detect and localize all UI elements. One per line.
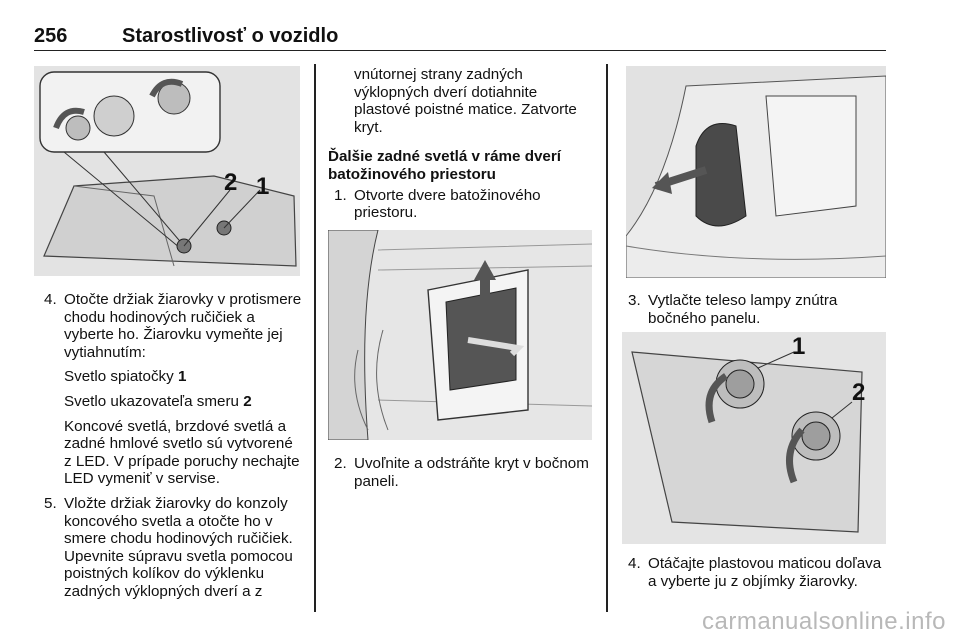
figure-label-1: 1	[792, 333, 806, 360]
column-divider-right	[606, 64, 608, 612]
plastic-nut-illustration	[622, 332, 886, 544]
step-number: 3.	[628, 292, 641, 309]
column-1-text	[44, 291, 304, 601]
page-header	[34, 22, 886, 51]
figure-label-2: 2	[224, 169, 238, 196]
step-number: 2.	[334, 455, 347, 472]
page-title: Starostlivosť o vozidlo	[122, 25, 339, 47]
step-number: 4.	[44, 291, 57, 308]
step-number: 1.	[334, 186, 347, 204]
lamp-housing-illustration	[626, 66, 886, 278]
step-number: 5.	[44, 494, 57, 512]
column-divider-left	[314, 64, 316, 612]
figure-push-lamp	[626, 66, 886, 278]
reverse-light-line: Svetlo spiatočky 1	[64, 368, 187, 386]
figure-tail-lamp-holders	[34, 66, 300, 276]
page-number: 256	[34, 25, 68, 47]
section-heading: Ďalšie zadné svetlá v ráme dverí batožinového priestoru	[328, 148, 562, 183]
step-text: Otvorte dvere batožinového priestoru.	[354, 186, 541, 222]
step-text: Uvoľnite a odstráňte kryt v bočnom paneli.	[354, 455, 589, 490]
side-panel-illustration	[328, 230, 592, 440]
turn-signal-line: Svetlo ukazovateľa smeru 2	[64, 392, 252, 410]
watermark: carmanualsonline.info	[702, 608, 946, 635]
step-3	[628, 292, 888, 327]
led-note: Koncové svetlá, brzdové svetlá a zadné hmlové svetlo sú vytvorené z LED. V prípade poruchy nechajte LED vymeniť v servise.	[64, 417, 300, 488]
column-3-text-bottom	[628, 555, 890, 590]
column-2-text-top	[328, 66, 594, 222]
step-number: 4.	[628, 555, 641, 572]
figure-side-panel-cover	[328, 230, 592, 440]
step-2	[334, 455, 596, 490]
continued-text: vnútornej strany zadných výklopných dverí dotiahnite plastové poistné matice. Zatvorte kryt.	[354, 66, 577, 136]
figure-label-2: 2	[852, 379, 866, 406]
figure-label-1: 1	[256, 173, 270, 200]
step-1	[334, 187, 594, 222]
step-5	[44, 495, 304, 601]
step-text: Otáčajte plastovou maticou doľava a vyberte ju z objímky žiarovky.	[648, 555, 882, 590]
step-4	[44, 291, 304, 361]
step-text: Vytlačte teleso lampy znútra bočného panelu.	[648, 292, 838, 327]
figure-plastic-nuts	[622, 332, 886, 544]
step-text: Otočte držiak žiarovky v protismere chodu hodinových ručičiek a vyberte ho. Žiarovku vymeňte jej vytiahnutím:	[64, 291, 302, 361]
column-2-text-bottom	[334, 455, 596, 490]
column-3-text-middle	[628, 292, 888, 327]
step-text: Vložte držiak žiarovky do konzoly koncového svetla a otočte ho v smere chodu hodinových ručičiek. Upevnite súpravu svetla pomocou poistných kolíkov do výklenku zadných výklopných dverí a z	[64, 494, 293, 600]
step-4	[628, 555, 890, 590]
tail-lamp-illustration	[34, 66, 300, 276]
